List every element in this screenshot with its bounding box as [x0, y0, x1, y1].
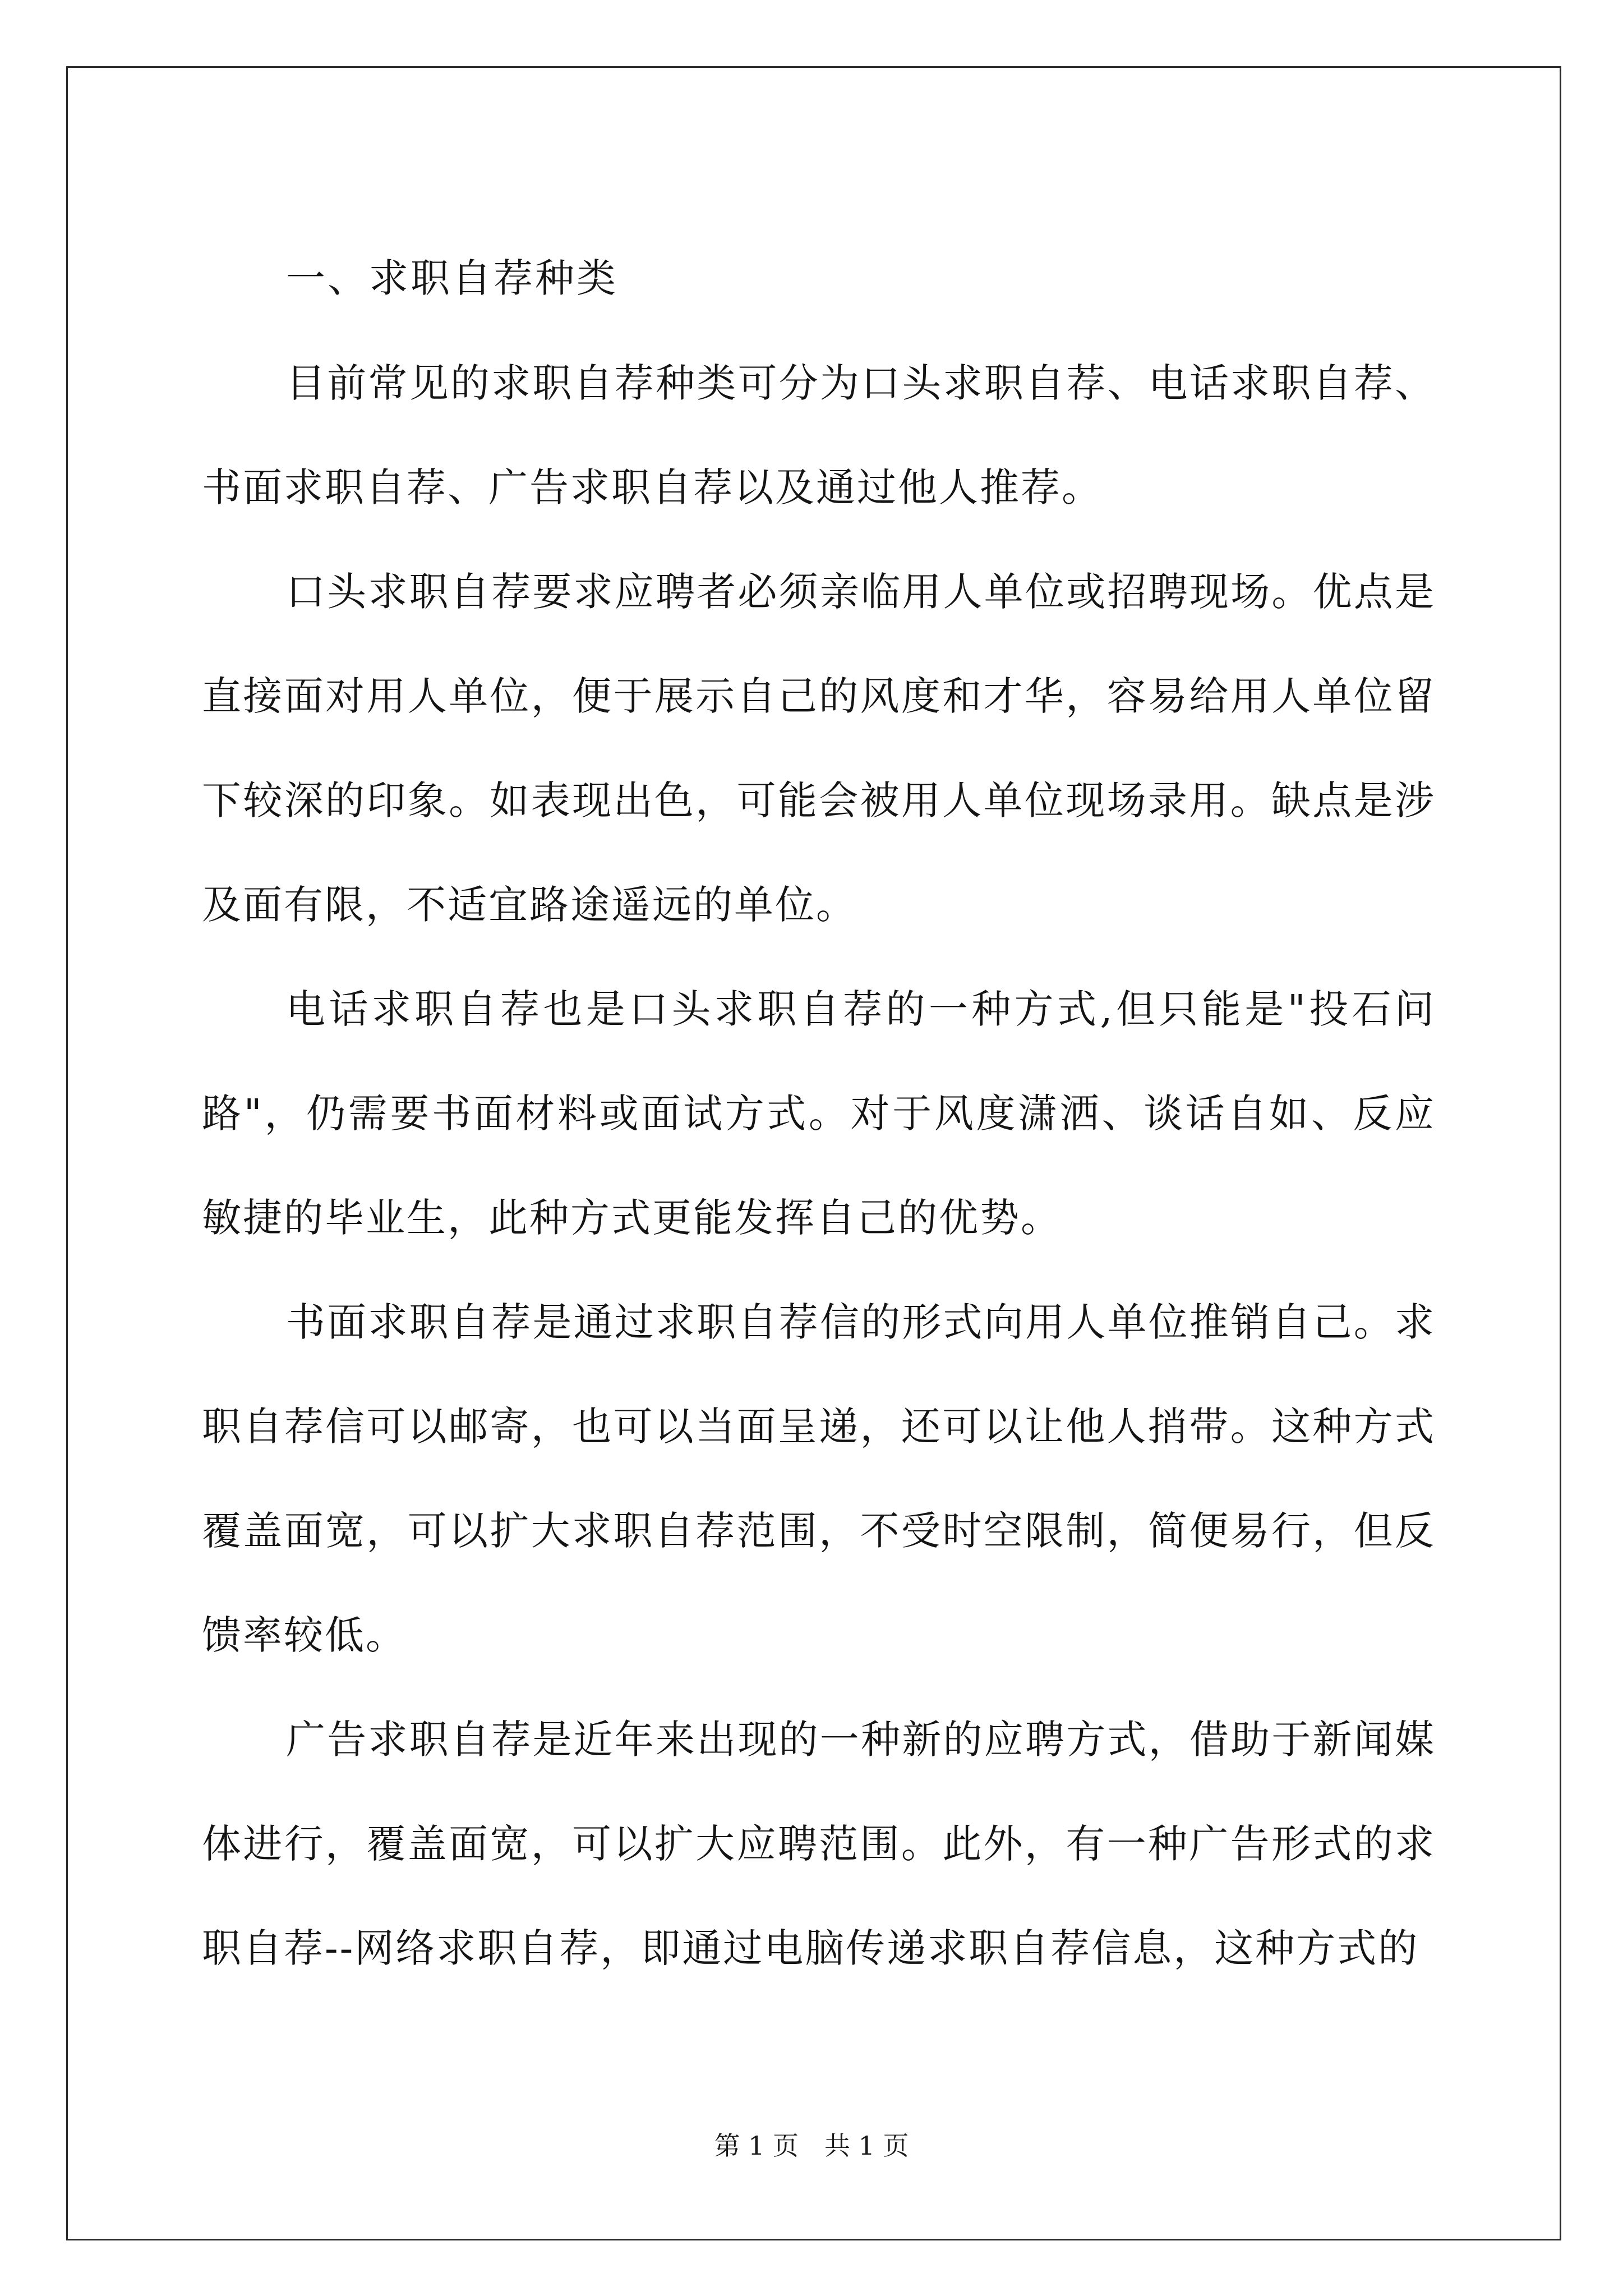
paragraph-intro: 目前常见的求职自荐种类可分为口头求职自荐、电话求职自荐、书面求职自荐、广告求职自荐以及通过他人推荐。	[202, 360, 1436, 510]
section-heading: 一、求职自荐种类	[286, 255, 618, 301]
paragraph-written: 书面求职自荐是通过求职自荐信的形式向用人单位推销自己。求职自荐信可以邮寄，也可以当面呈递，还可以让他人捎带。这种方式覆盖面宽，可以扩大求职自荐范围，不受时空限制，简便易行，但反馈率较低。	[202, 1299, 1436, 1658]
paragraph-phone: 电话求职自荐也是口头求职自荐的一种方式,但只能是"投石问路"，仍需要书面材料或面试方式。对于风度潇洒、谈话自如、反应敏捷的毕业生，此种方式更能发挥自己的优势。	[202, 986, 1436, 1241]
page-footer	[0, 2129, 1623, 2162]
page-number-label: 第 1 页 共 1 页	[714, 2131, 909, 2161]
paragraph-list	[202, 331, 1436, 2000]
paragraph-advert: 广告求职自荐是近年来出现的一种新的应聘方式，借助于新闻媒体进行，覆盖面宽，可以扩大应聘范围。此外，有一种广告形式的求职自荐--网络求职自荐，即通过电脑传递求职自荐信息，这种方式的	[202, 1717, 1436, 1971]
paragraph-oral: 口头求职自荐要求应聘者必须亲临用人单位或招聘现场。优点是直接面对用人单位，便于展示自己的风度和才华，容易给用人单位留下较深的印象。如表现出色，可能会被用人单位现场录用。缺点是涉及面有限，不适宜路途遥远的单位。	[202, 569, 1436, 928]
